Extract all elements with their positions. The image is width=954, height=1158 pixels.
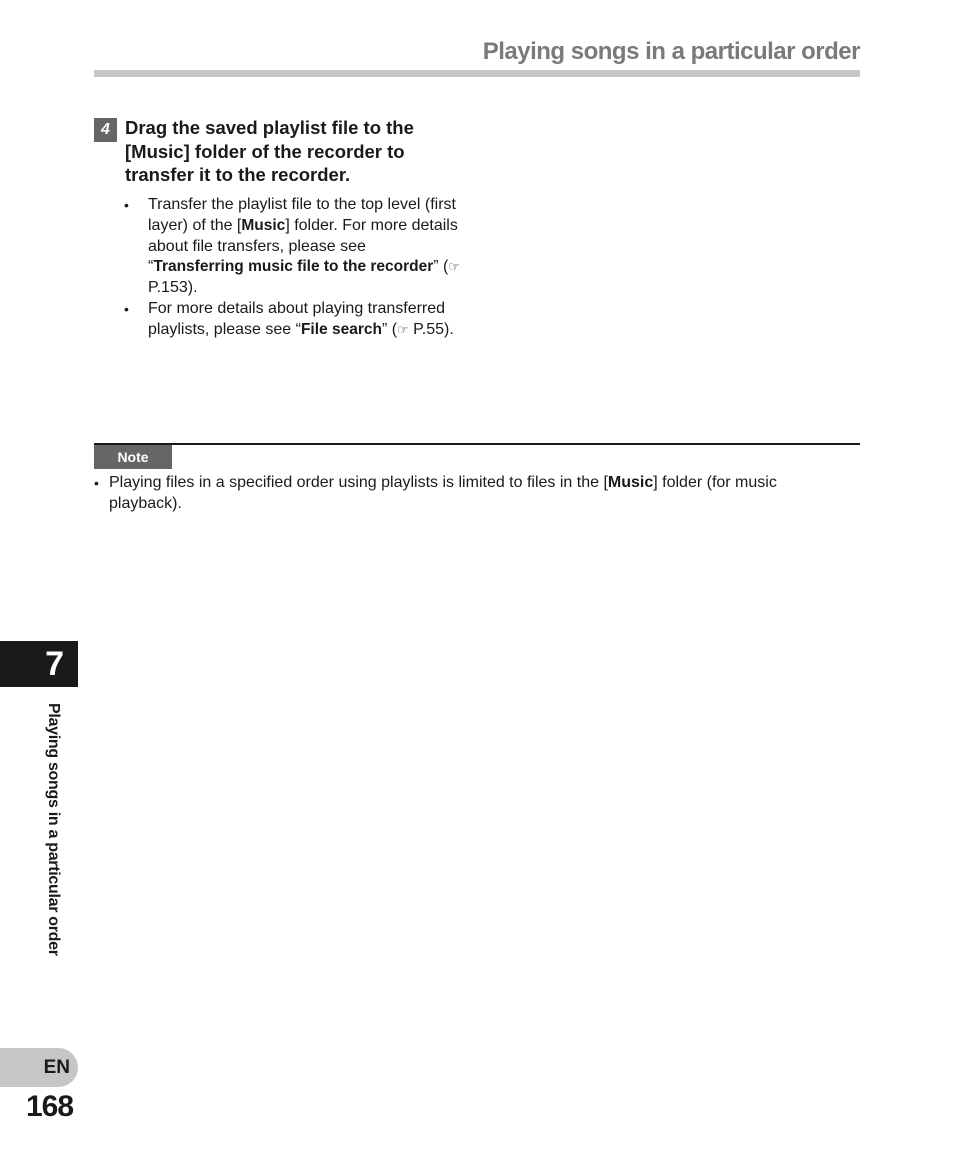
bullet-text: ] folder. For more details about file transfers, please see “ (148, 216, 458, 276)
transfer-music-link: Transferring music file to the recorder (153, 258, 434, 276)
language-badge: EN (0, 1048, 78, 1087)
bullet-text: For more details about playing transferred playlists, please see “ (148, 299, 446, 338)
list-item (124, 299, 464, 341)
note-text: ] folder (for music playback). (109, 474, 777, 512)
step-bullet-list (124, 195, 464, 341)
note-label: Note (94, 445, 172, 469)
step-heading-text-2: ] folder of the recorder to transfer it to the recorder. (125, 140, 405, 185)
note-list (94, 473, 860, 515)
bullet-text: Transfer the playlist file to the top level (first layer) of the [ (148, 196, 456, 234)
bullet-marker: • (94, 475, 99, 491)
bullet-text: ” ( (381, 320, 398, 338)
file-search-link: File search (300, 320, 382, 338)
step-heading-music: Music (131, 140, 184, 162)
header-rule (94, 70, 860, 77)
list-item (94, 473, 849, 515)
page-number: 168 (26, 1090, 74, 1123)
page-header (94, 38, 860, 78)
note-rule (94, 443, 860, 445)
page-reference-text: P.55). (408, 320, 454, 338)
page-reference-icon: ☞ (397, 321, 409, 337)
page-reference-text: P.153). (148, 279, 198, 297)
bullet-marker: • (124, 300, 129, 317)
step-number-badge: 4 (94, 118, 117, 142)
page-reference-icon: ☞ (448, 259, 461, 275)
music-folder-ref: Music (607, 474, 654, 491)
page-title: Playing songs in a particular order (482, 38, 860, 65)
chapter-side-title: Playing songs in a particular order (45, 703, 62, 956)
list-item (124, 195, 464, 299)
bullet-text: ” ( (433, 258, 449, 276)
chapter-tab: 7 (0, 641, 78, 687)
music-folder-ref: Music (241, 216, 286, 234)
step-heading (125, 116, 470, 187)
bullet-marker: • (124, 197, 129, 213)
note-text: Playing files in a specified order using playlists is limited to files in the [ (109, 474, 608, 491)
step-heading-text-1: Drag the saved playlist file to the [ (125, 117, 414, 162)
